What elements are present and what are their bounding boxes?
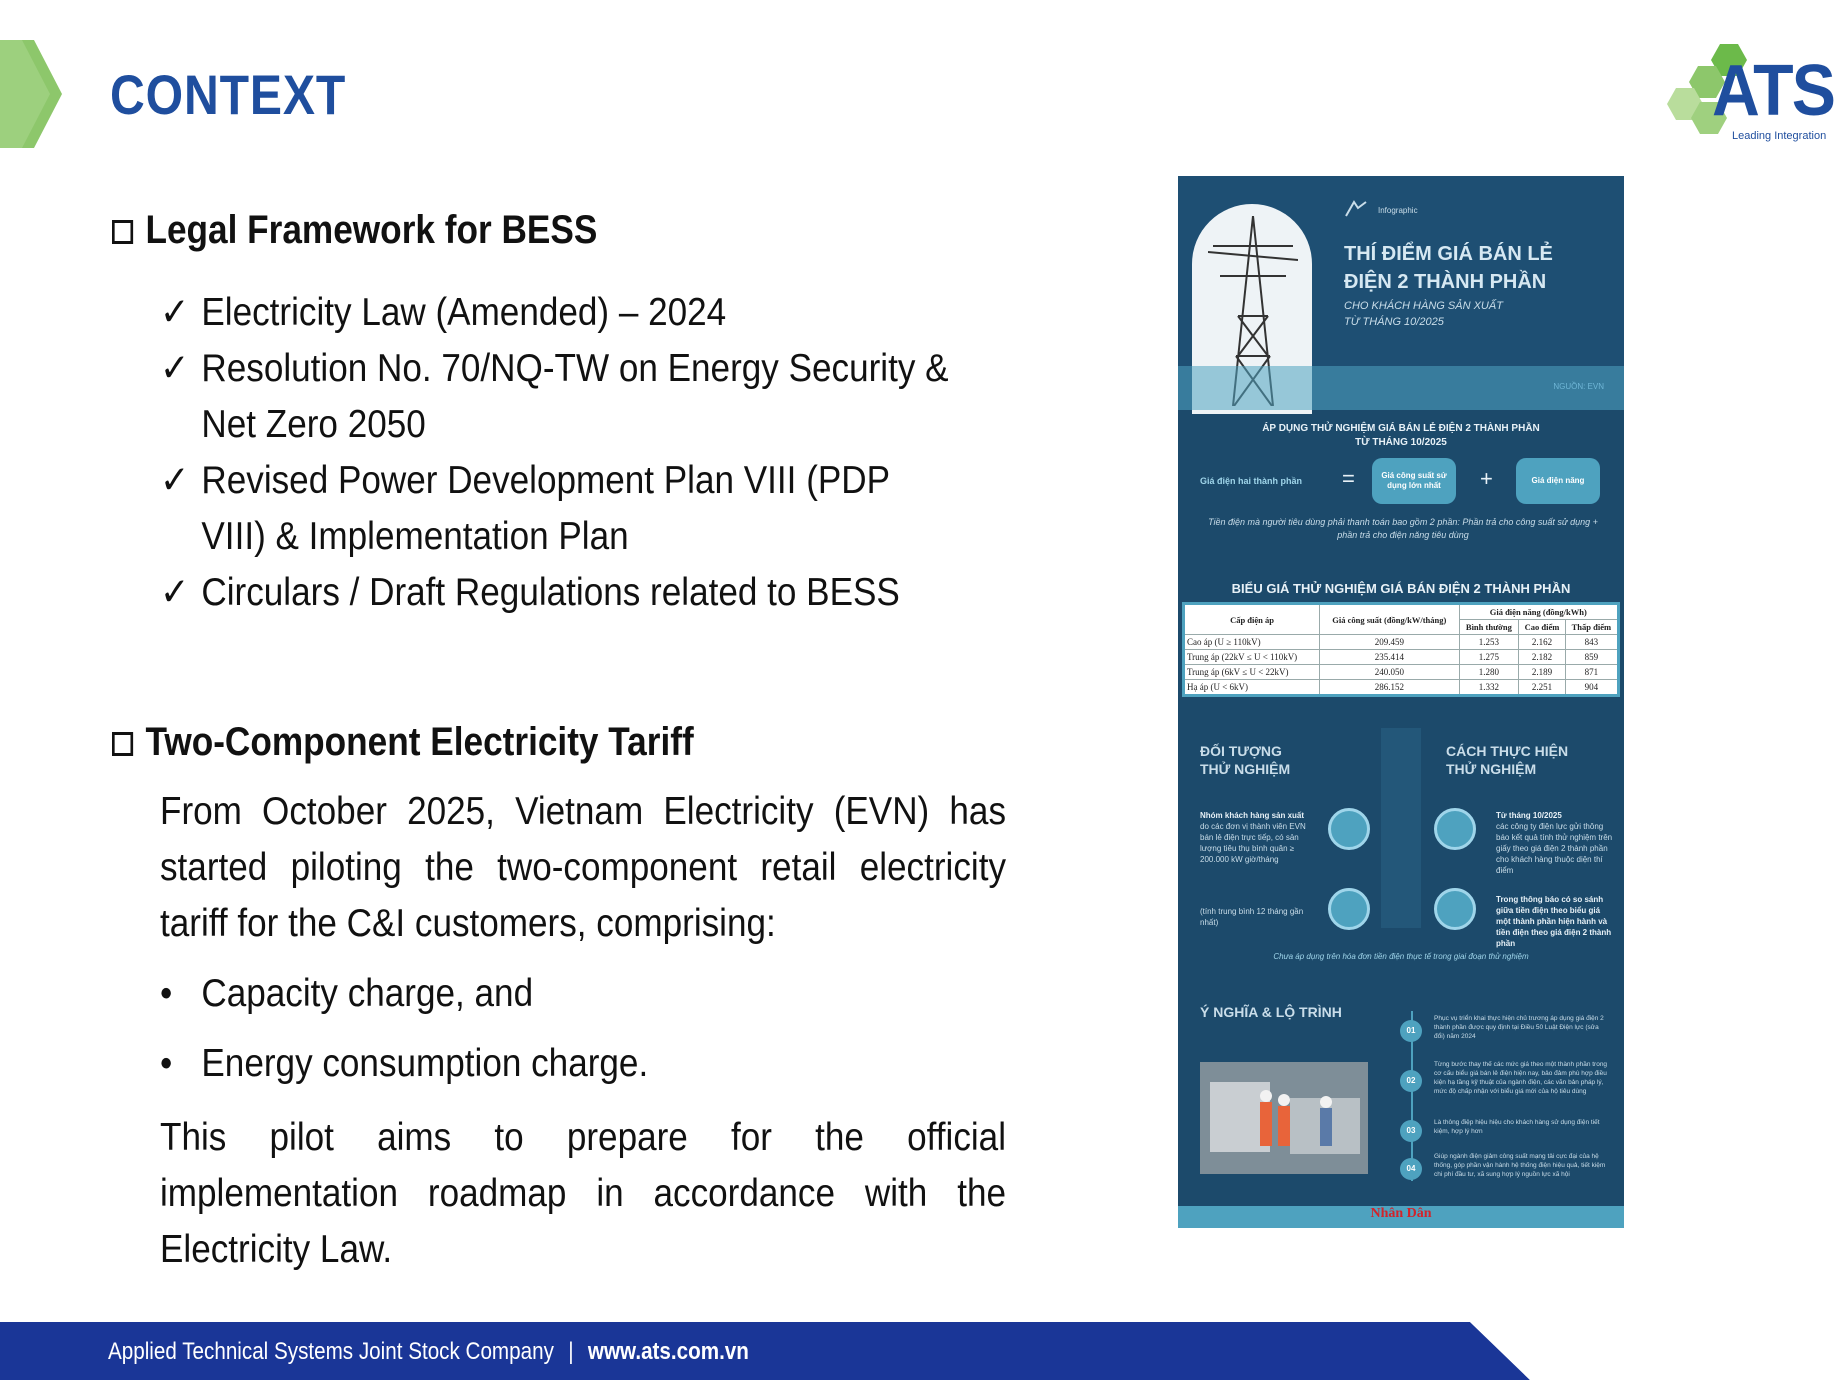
table-row: [1184, 665, 1619, 680]
table-header: Giá công suất (đồng/kW/tháng): [1320, 604, 1459, 635]
transmission-tower-icon: [1328, 888, 1370, 930]
plus-sign: +: [1480, 466, 1493, 491]
customers-group-icon: [1328, 808, 1370, 850]
bullet-icon: •: [160, 972, 173, 1015]
table-cell: 871: [1565, 665, 1618, 680]
table-cell: 1.275: [1459, 650, 1519, 665]
table-cell: 2.182: [1519, 650, 1566, 665]
page-title: CONTEXT: [110, 63, 347, 126]
table-cell: 859: [1565, 650, 1618, 665]
table-header: Cao điểm: [1519, 620, 1566, 635]
capacity-price-pill: Giá công suất sử dụng lớn nhất: [1372, 458, 1456, 504]
infographic-subtitle: CHO KHÁCH HÀNG SẢN XUẤT TỪ THÁNG 10/2025: [1344, 300, 1503, 328]
infographic-brand: Nhân Dân: [1370, 1206, 1432, 1221]
list-item: ✓ Electricity Law (Amended) – 2024: [160, 285, 952, 341]
table-row: [1184, 650, 1619, 665]
energy-price-pill: Giá điện năng: [1516, 458, 1600, 504]
ats-logo-tagline: Leading Integration: [1732, 130, 1827, 142]
list-item: ✓ Revised Power Development Plan VIII (PDP VIII) & Implementation Plan: [160, 453, 952, 565]
section-heading-legal-framework: Legal Framework for BESS: [112, 208, 597, 253]
method-step-two: Trong thông báo có so sánh giữa tiền điện theo biểu giá một thành phần hiện hành và tiền điện theo giá điện 2 thành phần: [1496, 895, 1612, 948]
table-header: Bình thường: [1459, 620, 1519, 635]
table-cell: Trung áp (6kV ≤ U < 22kV): [1184, 665, 1320, 680]
table-cell: 209.459: [1320, 635, 1459, 650]
table-cell: 1.253: [1459, 635, 1519, 650]
list-item: ✓ Circulars / Draft Regulations related to BESS: [160, 565, 952, 621]
check-mark-icon: ✓: [160, 571, 190, 614]
infographic-title: THÍ ĐIỂM GIÁ BÁN LẺ ĐIỆN 2 THÀNH PHẦN: [1344, 243, 1553, 293]
workers-photo-illustration: [1200, 1062, 1368, 1174]
infographic-apply-heading: ÁP DỤNG THỬ NGHIỆM GIÁ BÁN LẺ ĐIỆN 2 THÀNH PHẦN TỪ THÁNG 10/2025: [1262, 423, 1540, 448]
roadmap-step-badge: 02: [1400, 1070, 1422, 1092]
table-cell: Hạ áp (U < 6kV): [1184, 680, 1320, 696]
target-description: Nhóm khách hàng sản xuất do các đơn vị thành viên EVN bán lẻ điện trực tiếp, có sản lượng tiêu thụ bình quân ≥ 200.000 kW giờ/tháng: [1200, 811, 1306, 864]
roadmap-step-text: Phục vụ triển khai thực hiện chủ trương áp dụng giá điện 2 thành phần được quy định tại Điều 50 Luật Điện lực (sửa đổi) năm 2024: [1434, 1015, 1604, 1040]
table-header: Thấp điểm: [1565, 620, 1618, 635]
table-header: Giá điện năng (đồng/kWh): [1459, 604, 1618, 620]
list-item: • Capacity charge, and: [160, 966, 533, 1022]
table-cell: 286.152: [1320, 680, 1459, 696]
tariff-intro-paragraph: From October 2025, Vietnam Electricity (EVN) has started piloting the two-component retail electricity tariff for the C&I customers, comprising:: [160, 790, 1006, 945]
roadmap-step-text: Từng bước thay thế các mức giá theo một thành phần trong cơ cấu biểu giá bán lẻ điện hiện nay, bảo đảm phù hợp điều kiện hạ tầng kỹ thuật của ngành điện, các văn bản pháp lý, mức độ chấp nhận với biểu giá mới của hộ tiêu dùng: [1434, 1061, 1608, 1095]
comparison-icon: [1434, 888, 1476, 930]
infographic-divider: [1381, 728, 1421, 928]
table-cell: 240.050: [1320, 665, 1459, 680]
tariff-table: [1182, 602, 1620, 697]
footer-company-info: Applied Technical Systems Joint Stock Company | www.ats.com.vn: [108, 1338, 749, 1365]
list-item: • Energy consumption charge.: [160, 1036, 648, 1092]
infographic-source: NGUỒN: EVN: [1553, 382, 1604, 391]
table-cell: 2.251: [1519, 680, 1566, 696]
header-chevron-icon: [0, 40, 62, 148]
roadmap-step-badge: 04: [1400, 1158, 1422, 1180]
tariff-infographic: [1178, 176, 1624, 1228]
check-mark-icon: ✓: [160, 459, 190, 502]
table-row: [1184, 680, 1619, 696]
list-item: ✓ Resolution No. 70/NQ-TW on Energy Security & Net Zero 2050: [160, 341, 952, 453]
table-cell: 843: [1565, 635, 1618, 650]
checkbox-bullet-icon: [112, 732, 133, 756]
pilot-footnote: Chưa áp dụng trên hóa đơn tiền điện thực tế trong giai đoạn thử nghiệm: [1273, 952, 1529, 961]
target-note: (tính trung bình 12 tháng gần nhất): [1200, 907, 1304, 927]
roadmap-step-text: Là thông điệp hiệu hiệu cho khách hàng sử dụng điện tiết kiệm, hợp lý hơn: [1434, 1119, 1600, 1135]
tariff-closing-paragraph: This pilot aims to prepare for the official implementation roadmap in accordance with the Electricity Law.: [160, 1116, 1006, 1271]
speedometer-icon: [1434, 808, 1476, 850]
table-cell: 1.332: [1459, 680, 1519, 696]
formula-label: Giá điện hai thành phần: [1200, 476, 1303, 486]
table-cell: 904: [1565, 680, 1618, 696]
table-cell: 2.162: [1519, 635, 1566, 650]
checkbox-bullet-icon: [112, 220, 133, 244]
equals-sign: =: [1342, 466, 1355, 491]
table-cell: 235.414: [1320, 650, 1459, 665]
ats-logo-text: ATS: [1712, 51, 1835, 131]
workers-photo: [1200, 1062, 1368, 1174]
table-header: Cấp điện áp: [1184, 604, 1320, 635]
legal-framework-list: [160, 285, 952, 621]
infographic-tag: Infographic: [1378, 206, 1418, 215]
check-mark-icon: ✓: [160, 347, 190, 390]
table-cell: 2.189: [1519, 665, 1566, 680]
bullet-icon: •: [160, 1042, 173, 1085]
table-cell: 1.280: [1459, 665, 1519, 680]
roadmap-step-text: Giúp ngành điện giảm công suất mạng tải cực đại của hệ thống, góp phần vận hành hệ thống điện hiệu quả, tiết kiệm chi phí đầu tư, xã sung hợp lý nguồn lực xã hội: [1434, 1153, 1606, 1178]
roadmap-step-badge: 01: [1400, 1020, 1422, 1042]
section-heading-tariff: Two-Component Electricity Tariff: [112, 720, 694, 765]
method-step-one: Từ tháng 10/2025 các công ty điện lực gửi thông báo kết quả tính thử nghiệm trên giấy theo giá điện 2 thành phần cho khách hàng thuộc diện thí điểm: [1496, 811, 1613, 875]
table-row: [1184, 635, 1619, 650]
target-heading: ĐỐI TƯỢNG THỬ NGHIỆM: [1200, 743, 1291, 777]
table-cell: Trung áp (22kV ≤ U < 110kV): [1184, 650, 1320, 665]
check-mark-icon: ✓: [160, 291, 190, 334]
significance-heading: Ý NGHĨA & LỘ TRÌNH: [1200, 1004, 1342, 1020]
footer-website-link[interactable]: www.ats.com.vn: [587, 1338, 749, 1365]
infographic-logo-icon: [1344, 200, 1368, 218]
tariff-table-title: BIỂU GIÁ THỬ NGHIỆM GIÁ BÁN ĐIỆN 2 THÀNH PHẦN: [1231, 581, 1571, 596]
method-heading: CÁCH THỰC HIỆN THỬ NGHIỆM: [1446, 743, 1569, 777]
roadmap-step-badge: 03: [1400, 1120, 1422, 1142]
formula-note: Tiền điện mà người tiêu dùng phải thanh toán bao gồm 2 phần: Phần trả cho công suất sử dụng + phần trả cho điện năng tiêu dùng: [1208, 517, 1598, 540]
table-cell: Cao áp (U ≥ 110kV): [1184, 635, 1320, 650]
